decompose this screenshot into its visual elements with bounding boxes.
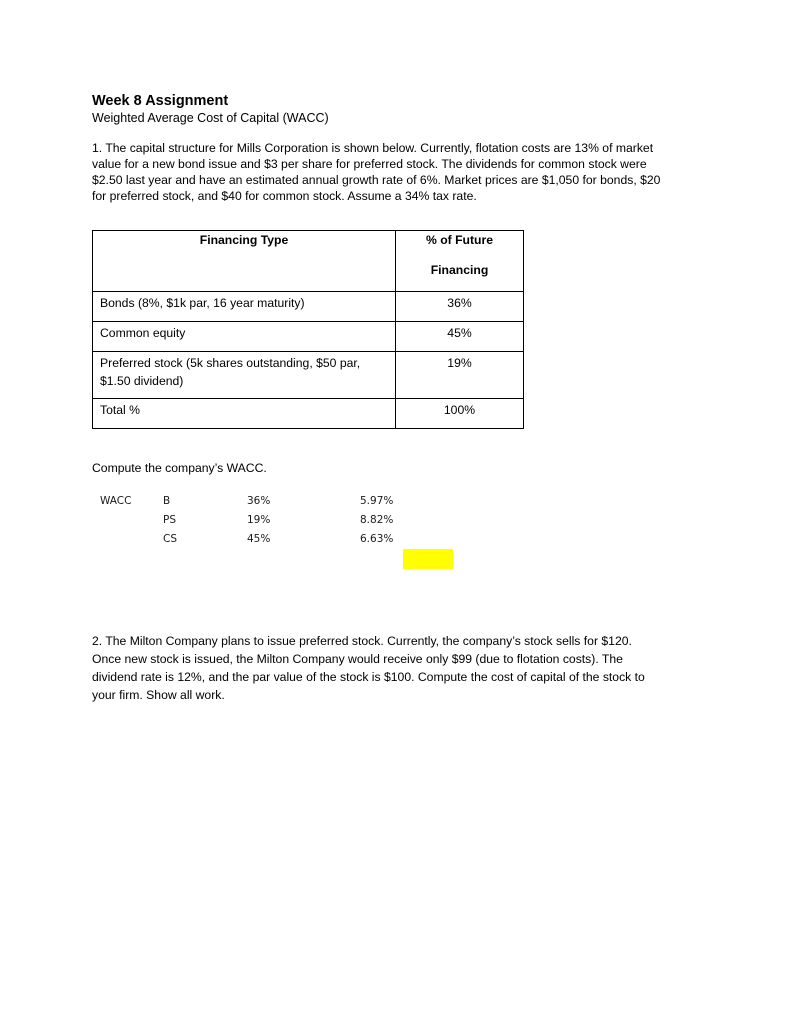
table-row: [93, 292, 524, 322]
table-row: [93, 322, 524, 352]
financing-type-cell: Total %: [93, 399, 396, 429]
table-row: [93, 352, 524, 399]
question-2-text: [92, 632, 712, 704]
table-row: [93, 399, 524, 429]
page-subtitle: Weighted Average Cost of Capital (WACC): [92, 111, 329, 125]
percent-cell: 100%: [396, 399, 524, 429]
calc-code: CS: [163, 533, 177, 545]
question-2-line: dividend rate is 12%, and the par value of the stock is $100. Compute the cost of capital of the stock to: [92, 670, 645, 684]
calc-weight: 36%: [247, 495, 271, 507]
calc-cost: 6.63%: [360, 533, 394, 545]
question-2-line: Once new stock is issued, the Milton Company would receive only $99 (due to flotation costs). The: [92, 652, 623, 666]
financing-type-cell: Preferred stock (5k shares outstanding, $50 par, $1.50 dividend): [93, 352, 396, 399]
header-percent-future-financing: % of Future Financing: [396, 231, 524, 292]
percent-cell: 36%: [396, 292, 524, 322]
question-1-line: for preferred stock, and $40 for common stock. Assume a 34% tax rate.: [92, 189, 477, 203]
calc-cost: 8.82%: [360, 514, 394, 526]
financing-type-cell: Common equity: [93, 322, 396, 352]
page-title: Week 8 Assignment: [92, 93, 229, 109]
calc-cost: 5.97%: [360, 495, 394, 507]
wacc-label: WACC: [100, 495, 132, 507]
percent-cell: 19%: [396, 352, 524, 399]
calc-weight: 19%: [247, 514, 271, 526]
compute-wacc-prompt: Compute the company’s WACC.: [92, 461, 267, 475]
question-1-line: value for a new bond issue and $3 per share for preferred stock. The dividends for common stock were: [92, 157, 647, 171]
highlighted-result-cell[interactable]: [403, 549, 453, 569]
question-2-line: your firm. Show all work.: [92, 688, 225, 702]
percent-cell: 45%: [396, 322, 524, 352]
header-financing-type: Financing Type: [93, 231, 396, 292]
financing-table: [92, 230, 524, 429]
question-1-line: $2.50 last year and have an estimated annual growth rate of 6%. Market prices are $1,050 for bonds, $20: [92, 173, 661, 187]
table-header-row: [93, 231, 524, 292]
calc-code: PS: [163, 514, 176, 526]
calc-weight: 45%: [247, 533, 271, 545]
question-1-line: 1. The capital structure for Mills Corporation is shown below. Currently, flotation costs are 13% of market: [92, 141, 654, 155]
question-1-text: [92, 140, 702, 204]
calc-code: B: [163, 495, 171, 507]
financing-type-cell: Bonds (8%, $1k par, 16 year maturity): [93, 292, 396, 322]
question-2-line: 2. The Milton Company plans to issue preferred stock. Currently, the company’s stock sells for $120.: [92, 634, 632, 648]
